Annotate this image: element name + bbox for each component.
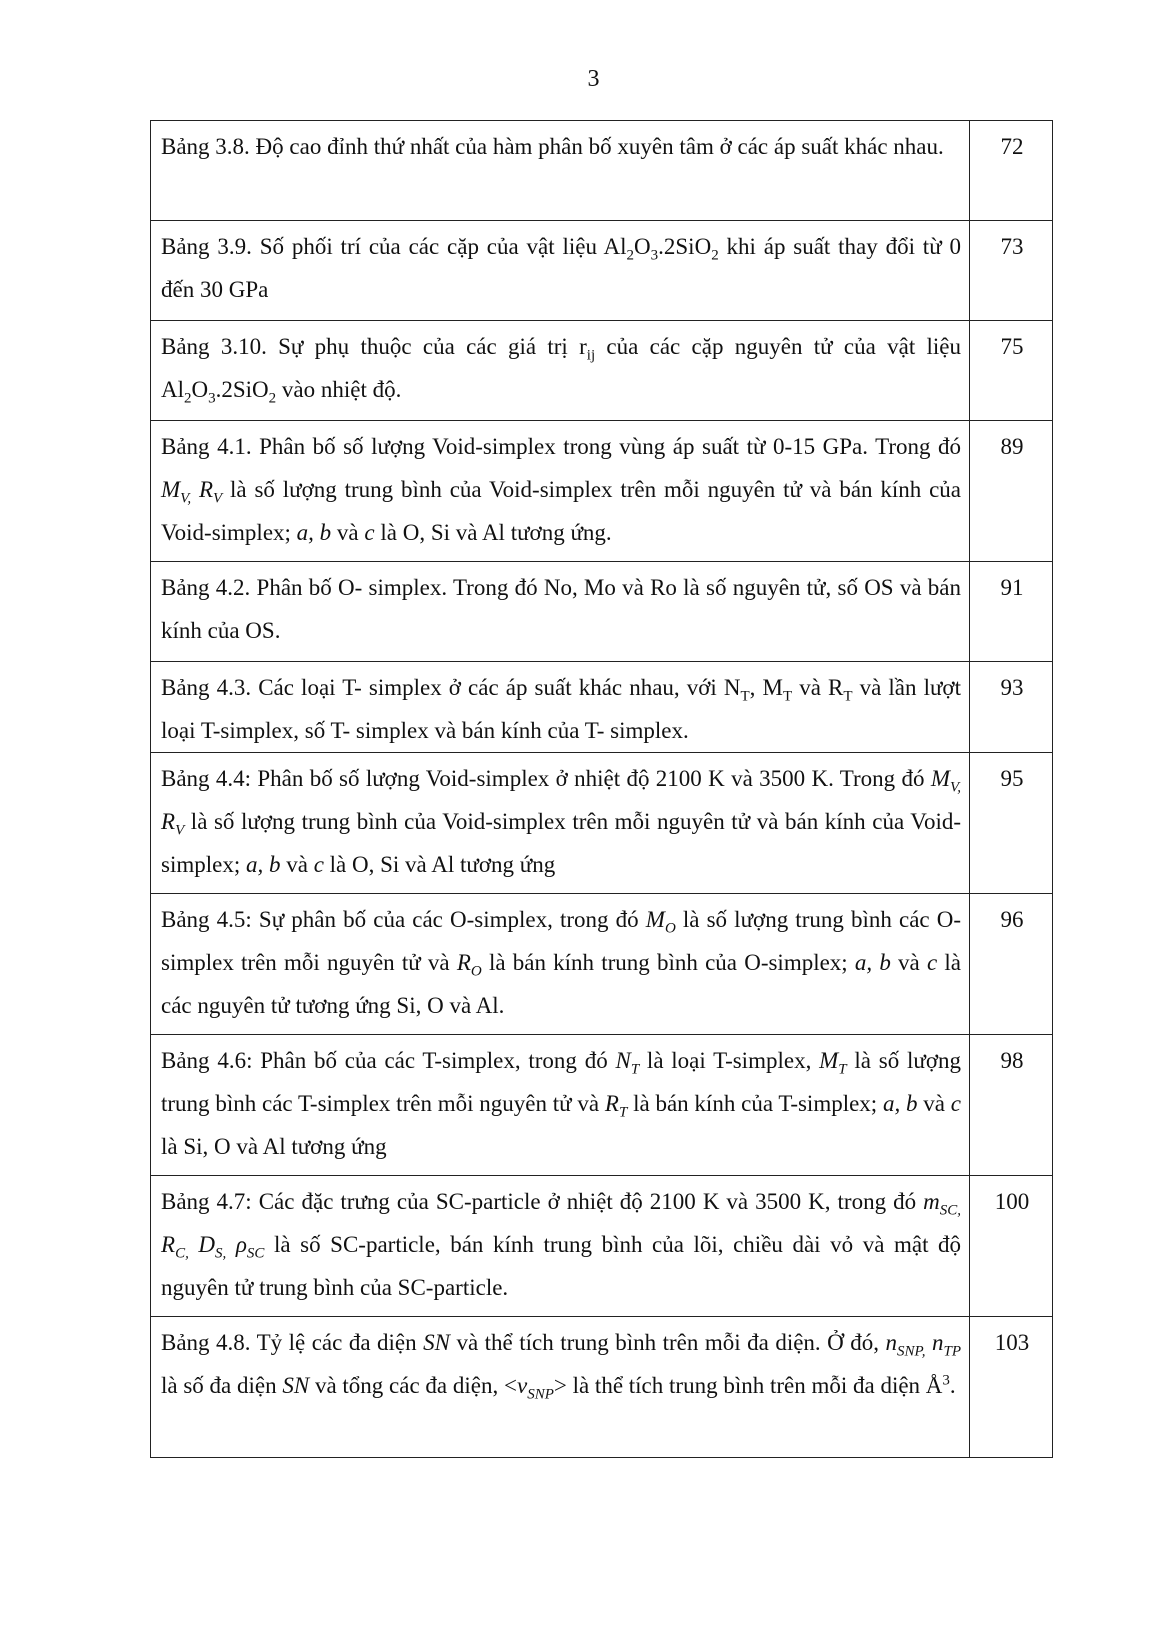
caption-text-run: O: [664, 920, 676, 937]
caption-text-run: SN: [423, 1330, 450, 1355]
caption-text-run: Bảng 3.8. Độ cao đỉnh thứ nhất của hàm phân bố xuyên tâm ở các áp suất khác nhau.: [161, 134, 944, 159]
caption-text-run: R: [161, 809, 176, 834]
caption-text-run: T: [838, 1061, 847, 1078]
caption-text-run: M: [819, 1048, 839, 1073]
table-row: [151, 121, 1053, 221]
caption-text-run: .2SiO: [215, 377, 269, 402]
caption-text-run: là bán kính của T-simplex;: [627, 1091, 883, 1116]
caption-text-run: SC: [246, 1245, 265, 1262]
table-caption: [151, 421, 970, 562]
caption-text-run: M: [645, 907, 665, 932]
caption-text-run: là O, Si và Al tương ứng.: [374, 520, 612, 545]
caption-text-run: Bảng 4.7: Các đặc trưng của SC-particle ở nhiệt độ 2100 K và 3500 K, trong đó: [161, 1189, 924, 1214]
caption-text-run: SNP,: [897, 1343, 926, 1360]
caption-text-run: O: [634, 234, 651, 259]
caption-text-run: > là thể tích trung bình trên mỗi đa diện Å: [553, 1373, 943, 1398]
caption-text-run: D: [198, 1232, 216, 1257]
caption-text-run: n: [931, 1330, 944, 1355]
table-caption: [151, 121, 970, 221]
caption-text-run: là O, Si và Al tương ứng: [323, 852, 556, 877]
caption-text-run: là loại T-simplex,: [639, 1048, 820, 1073]
table-row: [151, 1035, 1053, 1176]
caption-text-run: c: [950, 1091, 961, 1116]
caption-text-run: Bảng 4.5: Sự phân bố của các O-simplex, trong đó: [161, 907, 646, 932]
caption-text-run: , M: [749, 675, 783, 700]
caption-text-run: C,: [175, 1245, 189, 1262]
caption-text-run: là các nguyên tử tương ứng Si, O và Al.: [161, 950, 962, 1018]
caption-text-run: Bảng 3.10. Sự phụ thuộc của các giá trị r: [161, 334, 587, 359]
table-row: [151, 221, 1053, 321]
caption-text-run: và lần lượt loại T-simplex, số T- simplex và bán kính của T- simplex.: [161, 675, 961, 743]
caption-text-run: vào nhiệt độ.: [276, 377, 402, 402]
table-caption: [151, 221, 970, 321]
page-reference: 91: [970, 562, 1053, 662]
caption-text-run: T: [630, 1061, 640, 1078]
caption-text-run: SN: [282, 1373, 310, 1398]
caption-text-run: c: [364, 520, 375, 545]
caption-text-run: Bảng 4.3. Các loại T- simplex ở các áp suất khác nhau, với N: [161, 675, 741, 700]
caption-text-run: M: [161, 477, 181, 502]
page-reference: 89: [970, 421, 1053, 562]
caption-text-run: V: [175, 822, 185, 839]
caption-text-run: S,: [215, 1245, 227, 1262]
caption-text-run: [191, 477, 199, 502]
caption-text-run: R: [456, 950, 471, 975]
caption-text-run: V,: [950, 779, 961, 796]
caption-text-run: 2: [184, 390, 192, 407]
table-row: [151, 753, 1053, 894]
caption-text-run: 2: [711, 247, 719, 264]
caption-text-run: 2: [268, 390, 277, 407]
table-caption: [151, 894, 970, 1035]
caption-text-run: Bảng 4.8. Tỷ lệ các đa diện: [161, 1330, 424, 1355]
caption-text-run: Bảng 4.1. Phân bố số lượng Void-simplex trong vùng áp suất từ 0-15 GPa. Trong đó: [161, 434, 961, 459]
table-row: [151, 662, 1053, 753]
page-reference: 100: [970, 1176, 1053, 1317]
caption-text-run: T: [618, 1104, 628, 1121]
caption-text-run: a, b: [245, 852, 281, 877]
caption-text-run: SNP: [527, 1386, 554, 1403]
caption-text-run: Bảng 4.6: Phân bố của các T-simplex, trong đó: [161, 1048, 616, 1073]
table-caption: [151, 321, 970, 421]
table-row: [151, 1176, 1053, 1317]
table-row: [151, 321, 1053, 421]
caption-text-run: ρ: [235, 1232, 247, 1257]
caption-text-run: c: [926, 950, 938, 975]
caption-text-run: R: [161, 1232, 176, 1257]
caption-text-run: là số lượng trung bình của Void-simplex trên mỗi nguyên tử và bán kính của Void-simplex;: [161, 809, 961, 877]
table-caption: [151, 562, 970, 662]
caption-text-run: R: [198, 477, 214, 502]
table-caption: [151, 1176, 970, 1317]
table-caption: [151, 753, 970, 894]
caption-text-run: và R: [792, 675, 844, 700]
caption-text-run: là số lượng trung bình của Void-simplex trên mỗi nguyên tử và bán kính của Void-simplex;: [161, 477, 961, 545]
caption-text-run: là Si, O và Al tương ứng: [161, 1134, 387, 1159]
caption-text-run: là số lượng trung bình các T-simplex trên mỗi nguyên tử và: [161, 1048, 961, 1116]
table-row: [151, 894, 1053, 1035]
caption-text-run: ij: [586, 347, 596, 364]
page-reference: 73: [970, 221, 1053, 321]
caption-text-run: n: [885, 1330, 897, 1355]
caption-text-run: 3: [942, 1372, 950, 1389]
table-caption: [151, 662, 970, 753]
table-row: [151, 1317, 1053, 1458]
caption-text-run: a, b: [882, 1091, 918, 1116]
page-reference: 93: [970, 662, 1053, 753]
table-caption: [151, 1035, 970, 1176]
caption-text-run: V,: [180, 490, 192, 507]
table-caption: [151, 1317, 970, 1458]
page-reference: 72: [970, 121, 1053, 221]
caption-text-run: V: [213, 490, 223, 507]
page-reference: 95: [970, 753, 1053, 894]
page-reference: 98: [970, 1035, 1053, 1176]
caption-text-run: [226, 1232, 236, 1257]
table-row: [151, 421, 1053, 562]
caption-text-run: Bảng 4.4: Phân bố số lượng Void-simplex ở nhiệt độ 2100 K và 3500 K. Trong đó: [161, 766, 931, 791]
page-reference: 96: [970, 894, 1053, 1035]
caption-text-run: là bán kính trung bình của O-simplex;: [481, 950, 855, 975]
caption-text-run: T: [740, 688, 750, 705]
caption-text-run: là số SC-particle, bán kính trung bình của lõi, chiều dài vỏ và mật độ nguyên tử trung bình của SC-particle.: [161, 1232, 962, 1300]
caption-text-run: [189, 1232, 199, 1257]
page-number: 3: [587, 66, 600, 92]
caption-text-run: 2: [626, 247, 635, 264]
caption-text-run: T: [843, 688, 853, 705]
caption-text-run: 3: [208, 390, 216, 407]
caption-text-run: M: [930, 766, 951, 791]
table-row: [151, 562, 1053, 662]
caption-text-run: c: [313, 852, 324, 877]
caption-text-run: 3: [650, 247, 659, 264]
page-reference: 103: [970, 1317, 1053, 1458]
caption-text-run: T: [782, 688, 793, 705]
caption-text-run: m: [923, 1189, 940, 1214]
caption-text-run: Bảng 3.9. Số phối trí của các cặp của vật liệu Al: [161, 234, 627, 259]
caption-text-run: TP: [943, 1343, 961, 1360]
caption-text-run: Bảng 4.2. Phân bố O- simplex. Trong đó No, Mo và Ro là số nguyên tử, số OS và bán kính của OS.: [161, 575, 961, 643]
caption-text-run: O: [470, 963, 482, 980]
caption-text-run: và: [890, 950, 927, 975]
caption-text-run: và: [917, 1091, 951, 1116]
caption-text-run: là số lượng trung bình các O-simplex trên mỗi nguyên tử và: [161, 907, 961, 975]
caption-text-run: a, b: [296, 520, 332, 545]
caption-text-run: .: [949, 1373, 956, 1398]
caption-text-run: là số đa diện: [161, 1373, 283, 1398]
caption-text-run: a, b: [854, 950, 891, 975]
caption-text-run: và: [280, 852, 314, 877]
caption-text-run: SC,: [939, 1202, 961, 1219]
caption-text-run: và tổng các đa diện, <: [309, 1373, 517, 1398]
page-reference: 75: [970, 321, 1053, 421]
caption-text-run: và thể tích trung bình trên mỗi đa diện. Ở đó,: [449, 1330, 886, 1355]
caption-text-run: khi áp suất thay đổi từ 0 đến 30 GPa: [161, 234, 961, 302]
caption-text-run: của các cặp nguyên tử của vật liệu Al: [161, 334, 961, 402]
caption-text-run: .2SiO: [658, 234, 712, 259]
caption-text-run: và: [331, 520, 365, 545]
list-of-tables: [150, 120, 1053, 1458]
caption-text-run: N: [615, 1048, 631, 1073]
caption-text-run: v: [516, 1373, 528, 1398]
list-of-tables-body: [151, 121, 1053, 1458]
caption-text-run: O: [191, 377, 209, 402]
caption-text-run: R: [604, 1091, 619, 1116]
